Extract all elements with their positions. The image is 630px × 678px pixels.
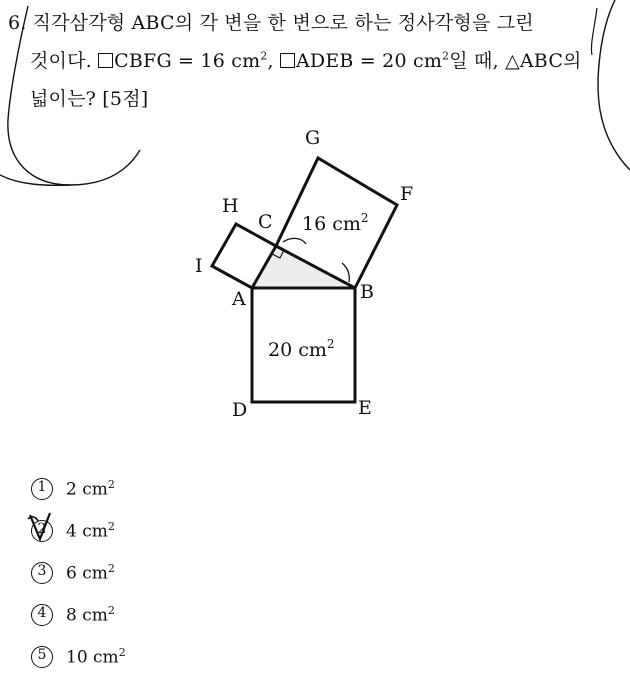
label-a: A bbox=[232, 288, 246, 310]
choice-1[interactable] bbox=[30, 468, 126, 510]
choice-3[interactable] bbox=[30, 552, 126, 594]
choice-value: 6 $cm^2$ bbox=[66, 562, 115, 584]
choice-5[interactable] bbox=[30, 636, 126, 678]
area-label-adeb: 20 $cm^2$ bbox=[268, 337, 335, 361]
question-adeb: ADEB = 20 cm bbox=[295, 50, 443, 72]
choice-4[interactable] bbox=[30, 594, 126, 636]
choice-value: 4 $cm^2$ bbox=[66, 520, 115, 542]
label-i: I bbox=[195, 255, 203, 277]
label-d: D bbox=[232, 399, 248, 421]
angle-arc-c bbox=[283, 238, 306, 244]
label-h: H bbox=[222, 195, 239, 217]
choice-2[interactable] bbox=[30, 510, 126, 552]
label-e: E bbox=[358, 397, 372, 419]
triangle-abc-shade bbox=[252, 246, 355, 288]
choice-number-circle: 1 bbox=[30, 477, 54, 501]
label-b: B bbox=[360, 281, 374, 303]
question-text-2d: 일 때, △ABC의 bbox=[449, 50, 582, 72]
choice-value: 10 $cm^2$ bbox=[66, 646, 126, 668]
area-label-cbfg: 16 $cm^2$ bbox=[302, 211, 369, 235]
label-c: C bbox=[258, 211, 273, 233]
choice-number-circle: 2 bbox=[30, 519, 54, 543]
choice-number-circle: 5 bbox=[30, 645, 54, 669]
question-text-2a: 것이다. bbox=[30, 50, 92, 72]
angle-arc-b bbox=[342, 263, 349, 282]
question-cbfg: CBFG = 16 cm bbox=[114, 50, 261, 72]
answer-choices bbox=[30, 468, 126, 678]
label-f: F bbox=[400, 183, 414, 205]
choice-number-circle: 4 bbox=[30, 603, 54, 627]
choice-number-circle: 3 bbox=[30, 561, 54, 585]
question-text-1: 직각삼각형 ABC의 각 변을 한 변으로 하는 정사각형을 그린 bbox=[32, 12, 534, 34]
choice-value: 8 $cm^2$ bbox=[66, 604, 115, 626]
choice-value: 2 $cm^2$ bbox=[66, 478, 115, 500]
question-line-2: 것이다. CBFG = 16 $cm^2$, ADEB = 20 $cm^2$일 때, △ABC의 bbox=[30, 49, 582, 72]
check-mark-icon bbox=[26, 509, 56, 543]
question-text-3: 넓이는? [5점] bbox=[30, 88, 149, 110]
label-g: G bbox=[305, 127, 321, 149]
question-number: 6. bbox=[8, 12, 27, 34]
